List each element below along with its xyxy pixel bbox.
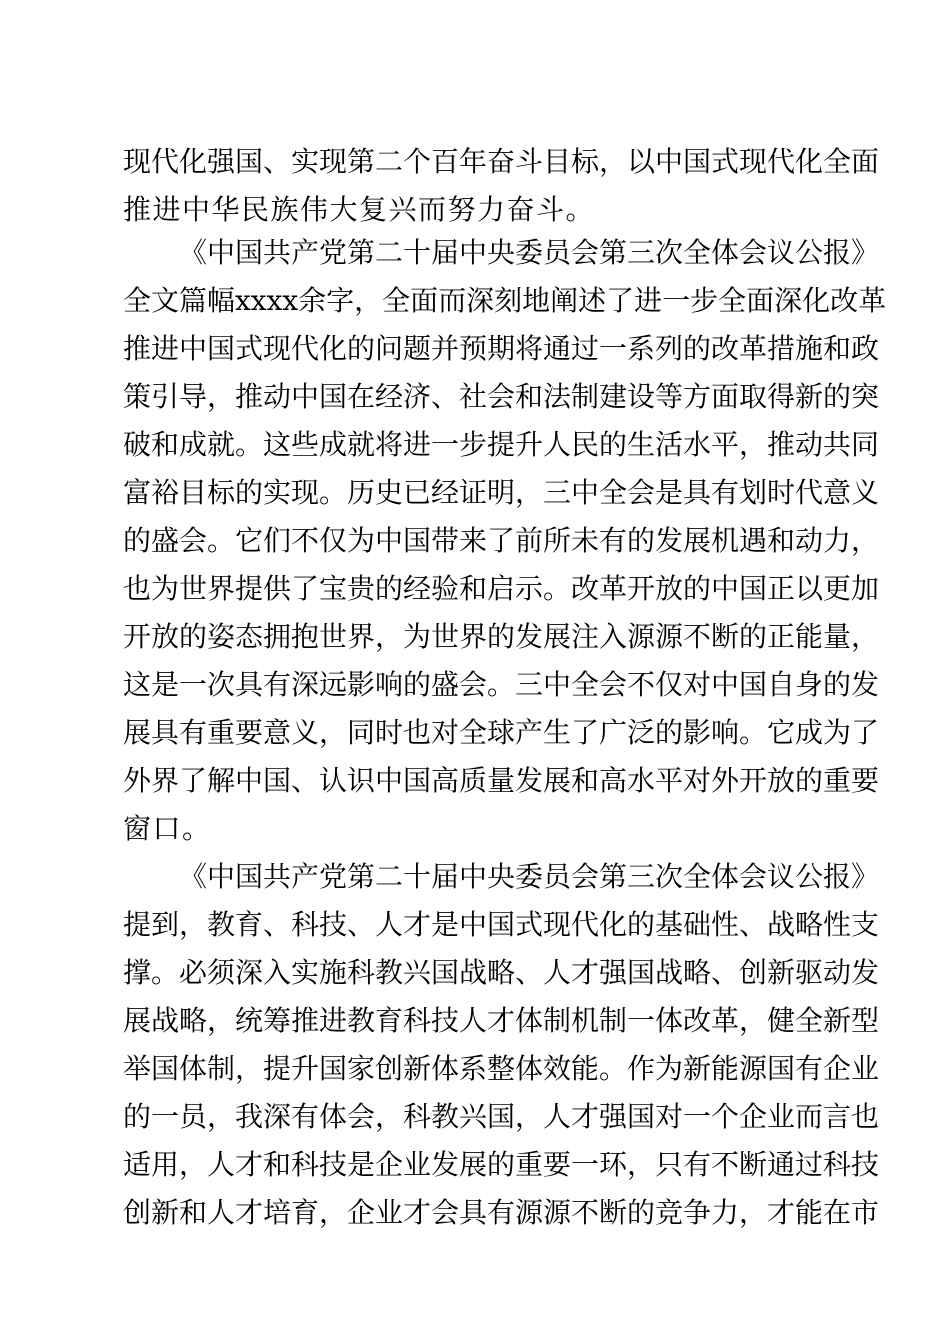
text-line: 这是一次具有深远影响的盛会。三中全会不仅对中国自身的发 [123,668,880,701]
text-line: 推进中华民族伟大复兴而努力奋斗。 [123,193,596,226]
text-line: 创新和人才培育，企业才会具有源源不断的竞争力，才能在市 [123,1196,880,1229]
text-line: 适用，人才和科技是企业发展的重要一环，只有不断通过科技 [123,1148,880,1181]
text-line: 全文篇幅xxxx余字，全面而深刻地阐述了进一步全面深化改革 [123,284,887,317]
text-line: 的一员，我深有体会，科教兴国，人才强国对一个企业而言也 [123,1100,880,1133]
text-line: 外界了解中国、认识中国高质量发展和高水平对外开放的重要 [123,764,880,797]
paragraph-start-line: 《中国共产党第二十届中央委员会第三次全体会议公报》 [179,860,880,893]
text-line: 推进中国式现代化的问题并预期将通过一系列的改革措施和政 [123,332,880,365]
text-line: 的盛会。它们不仅为中国带来了前所未有的发展机遇和动力， [123,524,880,557]
paragraph-start-line: 《中国共产党第二十届中央委员会第三次全体会议公报》 [179,236,880,269]
text-line: 展战略，统筹推进教育科技人才体制机制一体改革，健全新型 [123,1004,880,1037]
text-line: 举国体制，提升国家创新体系整体效能。作为新能源国有企业 [123,1052,880,1085]
text-line: 破和成就。这些成就将进一步提升人民的生活水平，推动共同 [123,428,880,461]
text-line: 富裕目标的实现。历史已经证明，三中全会是具有划时代意义 [123,476,880,509]
text-line: 开放的姿态拥抱世界，为世界的发展注入源源不断的正能量， [123,620,880,653]
text-line: 策引导，推动中国在经济、社会和法制建设等方面取得新的突 [123,380,880,413]
text-line: 提到，教育、科技、人才是中国式现代化的基础性、战略性支 [123,908,880,941]
text-line: 也为世界提供了宝贵的经验和启示。改革开放的中国正以更加 [123,572,880,605]
text-line: 撑。必须深入实施科教兴国战略、人才强国战略、创新驱动发 [123,956,880,989]
text-line: 展具有重要意义，同时也对全球产生了广泛的影响。它成为了 [123,716,880,749]
text-line: 窗口。 [123,812,212,845]
text-line: 现代化强国、实现第二个百年奋斗目标，以中国式现代化全面 [123,145,880,178]
